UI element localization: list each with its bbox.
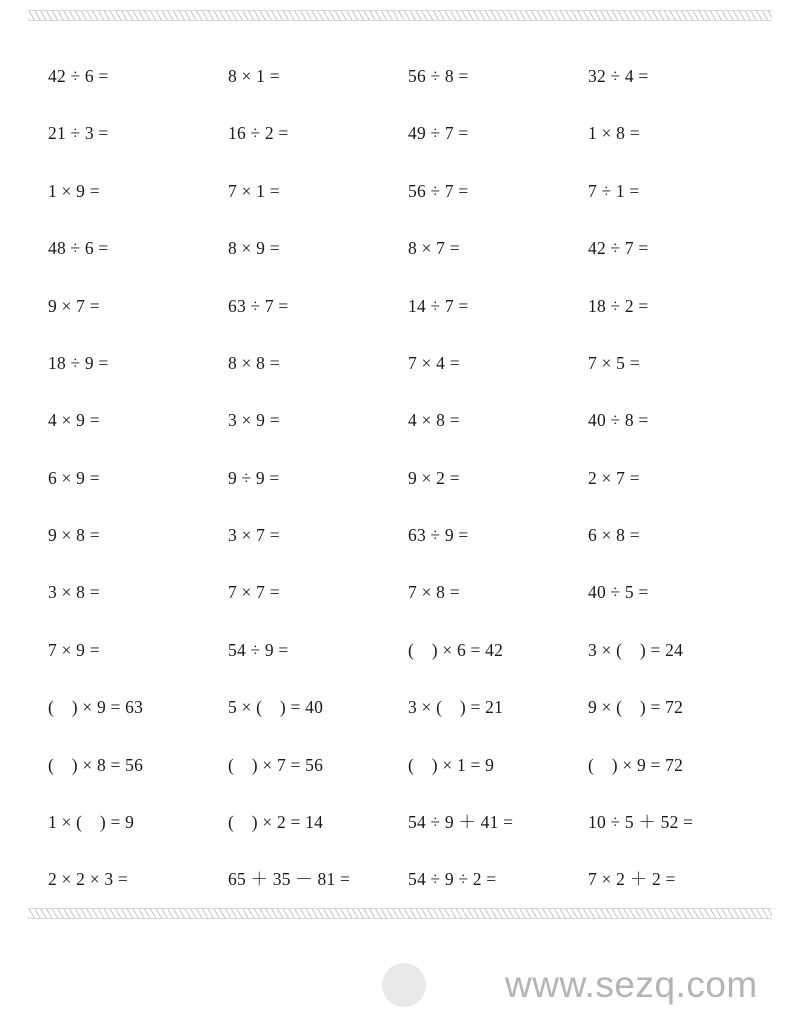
problem-cell[interactable]: 18 ÷ 2 = xyxy=(588,295,649,316)
problem-cell[interactable]: 7 ÷ 1 = xyxy=(588,180,640,201)
problem-cell[interactable]: 7 × 1 = xyxy=(228,180,280,201)
problem-cell[interactable]: 56 ÷ 7 = xyxy=(408,180,469,201)
problem-cell[interactable]: ( ) × 7 = 56 xyxy=(228,754,324,775)
problem-row xyxy=(0,220,800,277)
problem-cell[interactable]: 7 × 4 = xyxy=(408,352,460,373)
problem-cell[interactable]: 7 × 9 = xyxy=(48,639,100,660)
problem-cell[interactable]: 10 ÷ 5 ＋ 52 = xyxy=(588,812,694,833)
problem-cell[interactable]: ( ) × 6 = 42 xyxy=(408,639,504,660)
problem-cell[interactable]: ( ) × 9 = 72 xyxy=(588,754,684,775)
problem-cell[interactable]: ( ) × 2 = 14 xyxy=(228,812,324,833)
problem-cell[interactable]: 56 ÷ 8 = xyxy=(408,65,469,86)
problem-cell[interactable]: 1 × ( ) = 9 xyxy=(48,812,135,833)
problem-cell[interactable]: 63 ÷ 9 = xyxy=(408,525,469,546)
problem-row xyxy=(0,105,800,162)
problem-row xyxy=(0,507,800,564)
problem-cell[interactable]: ( ) × 9 = 63 xyxy=(48,697,144,718)
problem-cell[interactable]: 49 ÷ 7 = xyxy=(408,123,469,144)
problem-cell[interactable]: 6 × 8 = xyxy=(588,525,640,546)
problem-cell[interactable]: 16 ÷ 2 = xyxy=(228,123,289,144)
problem-cell[interactable]: 1 × 9 = xyxy=(48,180,100,201)
problem-grid xyxy=(0,48,800,909)
problem-cell[interactable]: 8 × 8 = xyxy=(228,352,280,373)
problem-cell[interactable]: ( ) × 8 = 56 xyxy=(48,754,144,775)
problem-cell[interactable]: 40 ÷ 5 = xyxy=(588,582,649,603)
problem-row xyxy=(0,794,800,851)
problem-cell[interactable]: ( ) × 1 = 9 xyxy=(408,754,495,775)
problem-cell[interactable]: 2 × 7 = xyxy=(588,467,640,488)
problem-cell[interactable]: 3 × 8 = xyxy=(48,582,100,603)
problem-row xyxy=(0,392,800,449)
problem-row xyxy=(0,679,800,736)
problem-cell[interactable]: 32 ÷ 4 = xyxy=(588,65,649,86)
problem-cell[interactable]: 54 ÷ 9 ＋ 41 = xyxy=(408,812,514,833)
problem-cell[interactable]: 7 × 8 = xyxy=(408,582,460,603)
top-decorative-rule xyxy=(28,10,772,21)
problem-cell[interactable]: 4 × 8 = xyxy=(408,410,460,431)
problem-cell[interactable]: 3 × ( ) = 24 xyxy=(588,639,684,660)
problem-row xyxy=(0,278,800,335)
problem-cell[interactable]: 42 ÷ 7 = xyxy=(588,238,649,259)
problem-cell[interactable]: 3 × 7 = xyxy=(228,525,280,546)
problem-row xyxy=(0,48,800,105)
problem-cell[interactable]: 1 × 8 = xyxy=(588,123,640,144)
problem-cell[interactable]: 6 × 9 = xyxy=(48,467,100,488)
problem-cell[interactable]: 9 × 2 = xyxy=(408,467,460,488)
problem-cell[interactable]: 7 × 7 = xyxy=(228,582,280,603)
problem-cell[interactable]: 5 × ( ) = 40 xyxy=(228,697,324,718)
watermark-dot-icon xyxy=(382,963,426,1007)
problem-row xyxy=(0,163,800,220)
problem-cell[interactable]: 18 ÷ 9 = xyxy=(48,352,109,373)
problem-row xyxy=(0,851,800,908)
problem-cell[interactable]: 54 ÷ 9 = xyxy=(228,639,289,660)
problem-row xyxy=(0,450,800,507)
problem-cell[interactable]: 8 × 7 = xyxy=(408,238,460,259)
problem-cell[interactable]: 8 × 1 = xyxy=(228,65,280,86)
problem-row xyxy=(0,565,800,622)
problem-cell[interactable]: 4 × 9 = xyxy=(48,410,100,431)
problem-cell[interactable]: 40 ÷ 8 = xyxy=(588,410,649,431)
problem-cell[interactable]: 7 × 2 ＋ 2 = xyxy=(588,869,676,890)
problem-cell[interactable]: 3 × 9 = xyxy=(228,410,280,431)
problem-cell[interactable]: 8 × 9 = xyxy=(228,238,280,259)
problem-cell[interactable]: 14 ÷ 7 = xyxy=(408,295,469,316)
problem-cell[interactable]: 9 × ( ) = 72 xyxy=(588,697,684,718)
problem-cell[interactable]: 65 ＋ 35 － 81 = xyxy=(228,869,351,890)
watermark xyxy=(0,955,800,1017)
problem-cell[interactable]: 42 ÷ 6 = xyxy=(48,65,109,86)
problem-row xyxy=(0,622,800,679)
problem-cell[interactable]: 7 × 5 = xyxy=(588,352,640,373)
problem-cell[interactable]: 9 × 7 = xyxy=(48,295,100,316)
problem-cell[interactable]: 21 ÷ 3 = xyxy=(48,123,109,144)
problem-cell[interactable]: 3 × ( ) = 21 xyxy=(408,697,504,718)
problem-row xyxy=(0,335,800,392)
problem-cell[interactable]: 54 ÷ 9 ÷ 2 = xyxy=(408,869,497,890)
problem-cell[interactable]: 63 ÷ 7 = xyxy=(228,295,289,316)
bottom-decorative-rule xyxy=(28,908,772,919)
watermark-url-text: www.sezq.com xyxy=(505,964,758,1005)
problem-cell[interactable]: 2 × 2 × 3 = xyxy=(48,869,128,890)
problem-cell[interactable]: 48 ÷ 6 = xyxy=(48,238,109,259)
problem-row xyxy=(0,737,800,794)
problem-cell[interactable]: 9 ÷ 9 = xyxy=(228,467,280,488)
problem-cell[interactable]: 9 × 8 = xyxy=(48,525,100,546)
